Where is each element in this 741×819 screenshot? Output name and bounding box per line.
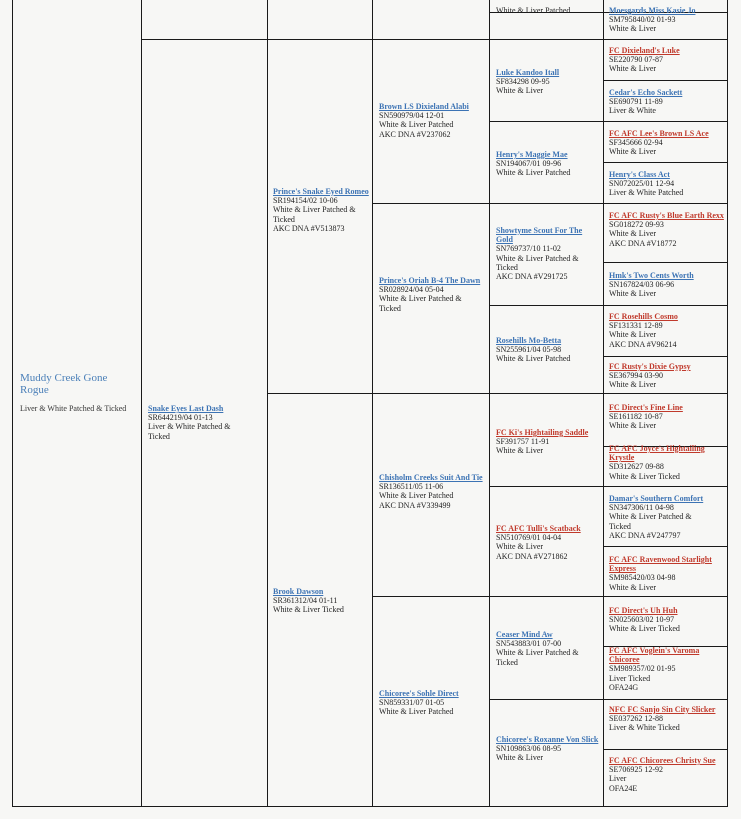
g5-line: SF131331 12-89 xyxy=(609,321,663,331)
sire-line: SR644219/04 01-13 xyxy=(148,413,213,423)
g4-line: SF834298 09-95 xyxy=(496,77,550,87)
sdd-line: White & Liver Patched xyxy=(379,707,454,717)
sss-line: White & Liver Patched xyxy=(379,120,454,130)
g5-line: Ticked xyxy=(609,521,631,531)
g4-cell xyxy=(496,336,600,364)
g4-line: White & Liver Patched xyxy=(496,354,571,364)
g4-line: SN510769/01 04-04 xyxy=(496,533,562,543)
g5-name[interactable]: FC Direct's Uh Huh xyxy=(609,606,678,615)
g5-cell xyxy=(609,403,725,431)
g5-line: Liver Ticked xyxy=(609,673,651,683)
sss-line: SN590979/04 12-01 xyxy=(379,111,445,121)
g5-name[interactable]: NFC FC Sanjo Sin City Slicker xyxy=(609,705,716,714)
g5-line: Liver & White xyxy=(609,106,656,116)
g5-line: AKC DNA #V18772 xyxy=(609,238,677,248)
g4-name[interactable]: Showtyme Scout For The Gold xyxy=(496,226,583,245)
sd-name[interactable]: Brook Dawson xyxy=(273,587,324,596)
ssd-line: Ticked xyxy=(379,303,401,313)
g4-name[interactable]: Chicoree's Roxanne Von Slick xyxy=(496,735,599,744)
g5-line: SD312627 09-88 xyxy=(609,462,664,472)
g5-line: SN072025/01 12-94 xyxy=(609,179,675,189)
g4-name[interactable]: FC AFC Tulli's Scatback xyxy=(496,524,581,533)
g4-line: White & Liver Patched & xyxy=(496,648,579,658)
subject-name: Muddy Creek Gone Rogue xyxy=(20,372,108,396)
sd-line: White & Liver Ticked xyxy=(273,605,344,615)
g5-line: White & Liver xyxy=(609,64,657,74)
g4-line: White & Liver xyxy=(496,86,544,96)
g5-line: SN167824/03 06-96 xyxy=(609,280,675,290)
ssd-line: White & Liver Patched & xyxy=(379,294,462,304)
g5-line: White & Liver Ticked xyxy=(609,471,680,481)
g4-line: White & Liver Patched xyxy=(496,6,571,15)
g5-name[interactable]: FC AFC Ravenwood Starlight Express xyxy=(609,555,712,574)
ssd-line: SR028924/04 05-04 xyxy=(379,285,444,295)
g4-name[interactable]: Rosehills Mo-Betta xyxy=(496,336,562,345)
sd-cell xyxy=(273,587,369,615)
ss-cell xyxy=(273,187,369,233)
g4-line: SN194067/01 09-96 xyxy=(496,159,562,169)
g4-line: White & Liver xyxy=(496,446,544,456)
g5-line: White & Liver xyxy=(609,330,657,340)
g5-cell xyxy=(609,211,725,248)
g5-line: White & Liver Ticked xyxy=(609,624,680,634)
g5-line: SG018272 09-93 xyxy=(609,220,664,230)
sds-cell xyxy=(379,473,485,510)
g4-line: SF391757 11-91 xyxy=(496,437,550,447)
g5-name[interactable]: FC Rusty's Dixie Gypsy xyxy=(609,362,691,371)
g5-line: White & Liver Patched & xyxy=(609,512,692,522)
g5-line: SE706925 12-92 xyxy=(609,765,663,775)
g4-line: Ticked xyxy=(496,657,518,667)
g4-line: White & Liver Patched & xyxy=(496,253,579,263)
ss-line: AKC DNA #V513873 xyxy=(273,223,345,233)
g4-line: SN109863/06 08-95 xyxy=(496,744,562,754)
g4-cell xyxy=(496,68,600,96)
g5-name[interactable]: Hmk's Two Cents Worth xyxy=(609,271,694,280)
g5-cell xyxy=(609,362,725,390)
g5-name[interactable]: Damar's Southern Comfort xyxy=(609,494,704,503)
subject-dog xyxy=(20,372,135,413)
g4-name[interactable]: Ceaser Mind Aw xyxy=(496,630,553,639)
g5-cell xyxy=(609,705,725,733)
g5-line: SF345666 02-94 xyxy=(609,138,663,148)
g5-line: SM985420/03 04-98 xyxy=(609,573,676,583)
sds-line: SR136511/05 11-06 xyxy=(379,482,444,492)
g5-cell xyxy=(609,756,725,793)
g5-cell xyxy=(609,88,725,116)
g5-cell xyxy=(609,129,725,157)
g5-line: SE161182 10-87 xyxy=(609,412,663,422)
ssd-cell xyxy=(379,276,485,313)
ss-name[interactable]: Prince's Snake Eyed Romeo xyxy=(273,187,369,196)
g4-cell xyxy=(496,6,600,15)
g4-cell xyxy=(496,735,600,763)
g4-cell xyxy=(496,524,600,561)
g5-line: OFA24E xyxy=(609,783,638,793)
g4-cell xyxy=(496,150,600,178)
ss-line: SR194154/02 10-06 xyxy=(273,196,338,206)
g4-cell xyxy=(496,226,600,281)
sss-name[interactable]: Brown LS Dixieland Alabi xyxy=(379,102,469,111)
g5-line: White & Liver xyxy=(609,421,657,431)
g5-line: White & Liver xyxy=(609,289,657,299)
ssd-name[interactable]: Prince's Oriah B-4 The Dawn xyxy=(379,276,481,285)
g4-cell xyxy=(496,630,600,667)
ss-line: White & Liver Patched & xyxy=(273,205,356,215)
sds-line: AKC DNA #V339499 xyxy=(379,500,451,510)
g5-line: Liver & White Ticked xyxy=(609,723,680,733)
g5-name[interactable]: FC AFC Joyce's Hightailing Krystle xyxy=(609,444,705,463)
g5-cell xyxy=(609,312,725,349)
g4-line: White & Liver xyxy=(496,753,544,763)
sss-cell xyxy=(379,102,485,139)
sire-line: Liver & White Patched & xyxy=(148,422,231,432)
g4-name[interactable]: Henry's Maggie Mae xyxy=(496,150,568,159)
g5-name[interactable]: FC AFC Voglein's Varoma Chicoree xyxy=(609,646,700,665)
ss-line: Ticked xyxy=(273,214,295,224)
g5-cell xyxy=(609,444,725,481)
g4-line: SN769737/10 11-02 xyxy=(496,244,561,254)
g4-line: AKC DNA #V291725 xyxy=(496,272,568,282)
g4-line: White & Liver xyxy=(496,542,544,552)
g5-line: Liver xyxy=(609,774,627,784)
sd-line: SR361312/04 01-11 xyxy=(273,596,338,606)
g5-name[interactable]: Henry's Class Act xyxy=(609,170,670,179)
g5-cell xyxy=(609,6,725,34)
g5-line: OFA24G xyxy=(609,682,639,692)
g4-name[interactable]: Luke Kandoo Itall xyxy=(496,68,560,77)
g5-line: AKC DNA #V96214 xyxy=(609,339,677,349)
g4-line: AKC DNA #V271862 xyxy=(496,551,568,561)
g5-name[interactable]: FC Direct's Fine Line xyxy=(609,403,683,412)
g4-line: White & Liver Patched xyxy=(496,168,571,178)
sdd-name[interactable]: Chicoree's Sohle Direct xyxy=(379,689,459,698)
g5-name[interactable]: Cedar's Echo Sackett xyxy=(609,88,683,97)
g5-line: AKC DNA #V247797 xyxy=(609,530,681,540)
g5-line: Liver & White Patched xyxy=(609,188,684,198)
g5-line: SN347306/11 04-98 xyxy=(609,503,674,513)
g5-name[interactable]: FC AFC Rusty's Blue Earth Rexx xyxy=(609,211,724,220)
g5-cell xyxy=(609,555,725,592)
g5-line: SN025603/02 10-97 xyxy=(609,615,675,625)
g5-line: White & Liver xyxy=(609,147,657,157)
sire-line: Ticked xyxy=(148,431,170,441)
g5-line: SE690791 11-89 xyxy=(609,97,663,107)
g5-line: SE367994 03-90 xyxy=(609,371,663,381)
sdd-cell xyxy=(379,689,485,717)
g5-cell xyxy=(609,494,725,540)
g4-line: SN255961/04 05-98 xyxy=(496,345,562,355)
g5-line: White & Liver xyxy=(609,582,657,592)
g5-cell xyxy=(609,46,725,74)
g5-line: SE220790 07-87 xyxy=(609,55,663,65)
sds-line: White & Liver Patched xyxy=(379,491,454,501)
g4-line: Ticked xyxy=(496,262,518,272)
sds-name[interactable]: Chisholm Creeks Suit And Tie xyxy=(379,473,483,482)
g4-cell xyxy=(496,428,600,456)
g5-cell xyxy=(609,271,725,299)
g5-cell xyxy=(609,606,725,634)
g4-name[interactable]: FC Ki's Hightailing Saddle xyxy=(496,428,589,437)
g5-line: SE037262 12-88 xyxy=(609,714,663,724)
g5-name[interactable]: FC AFC Chicorees Christy Sue xyxy=(609,756,716,765)
g5-name[interactable]: Moesgards Miss Kasie Jo xyxy=(609,6,696,15)
g5-line: White & Liver xyxy=(609,24,657,34)
g5-cell xyxy=(609,646,725,692)
sss-line: AKC DNA #V237062 xyxy=(379,129,451,139)
sire-cell xyxy=(148,404,263,441)
g5-line: White & Liver xyxy=(609,229,657,239)
g5-name[interactable]: FC Rosehills Cosmo xyxy=(609,312,678,321)
sdd-line: SN859331/07 01-05 xyxy=(379,698,445,708)
g4-line: SN543883/01 07-00 xyxy=(496,639,562,649)
g5-line: SM989357/02 01-95 xyxy=(609,664,676,674)
subject-color: Liver & White Patched & Ticked xyxy=(20,404,127,413)
g5-line: White & Liver xyxy=(609,380,657,390)
g5-name[interactable]: FC Dixieland's Luke xyxy=(609,46,680,55)
g5-cell xyxy=(609,170,725,198)
g5-line: SM795840/02 01-93 xyxy=(609,15,676,25)
g5-name[interactable]: FC AFC Lee's Brown LS Ace xyxy=(609,129,709,138)
sire-name[interactable]: Snake Eyes Last Dash xyxy=(148,404,224,413)
